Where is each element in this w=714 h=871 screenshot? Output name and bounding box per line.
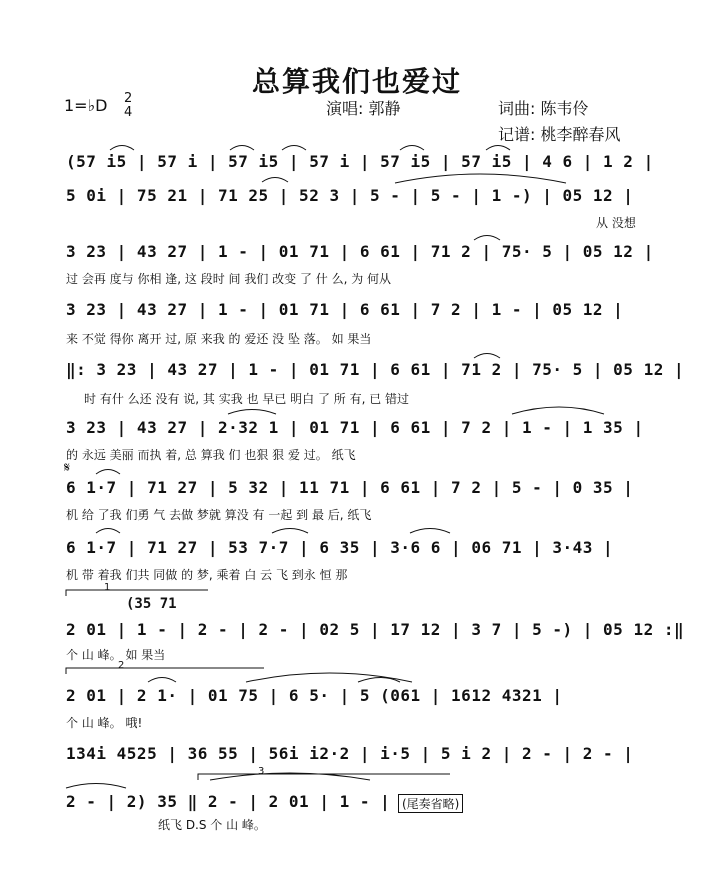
score-line-8: 6 1·7 | 71 27 | 53 7·7 | 6 35 | 3·6 6 | 06 71 | 3·43 | [66, 538, 614, 557]
lyrics-line-5: 时 有什 么还 没有 说, 其 实我 也 早已 明白 了 所 有, 已 错过 [84, 392, 410, 406]
score-line-2: 5 0i | 75 21 | 71 25 | 52 3 | 5 - | 5 - | 1 -) | 05 12 | [66, 186, 634, 205]
score-line-7: 6 1·7 | 71 27 | 5 32 | 11 71 | 6 61 | 7 2 | 5 - | 0 35 | [66, 478, 634, 497]
lyrics-line-10: 个 山 峰。 哦! [66, 716, 143, 730]
score-line-4: 3 23 | 43 27 | 1 - | 01 71 | 6 61 | 7 2 | 1 - | 05 12 | [66, 300, 624, 319]
lyrics-line-9: 个 山 峰。 如 果当 [66, 648, 166, 662]
score-line-6: 3 23 | 43 27 | 2·32 1 | 01 71 | 6 61 | 7 2 | 1 - | 1 35 | [66, 418, 644, 437]
score-line-1: (57 i5 | 57 i | 57 i5 | 57 i | 57 i5 | 57 i5 | 4 6 | 1 2 | [66, 152, 654, 171]
lyrics-line-6: 的 永远 美丽 而执 着, 总 算我 们 也狠 狠 爱 过。 纸飞 [66, 448, 356, 462]
notation-credit: 记谱: 桃李醉春风 [498, 125, 621, 144]
score-line-11: 134i 4525 | 36 55 | 56i i2·2 | i·5 | 5 i 2 | 2 - | 2 - | [66, 744, 634, 763]
score-line-3: 3 23 | 43 27 | 1 - | 01 71 | 6 61 | 71 2 | 75· 5 | 05 12 | [66, 242, 654, 261]
score-line-9: 2 01 | 1 - | 2 - | 2 - | 02 5 | 17 12 | 3 7 | 5 -) | 05 12 :‖ [66, 620, 685, 639]
lyrics-line-2: 从 没想 [596, 216, 636, 230]
segno-sign: 𝄋 [64, 460, 71, 476]
score-line-12: 2 - | 2) 35 ‖ 2 - | 2 01 | 1 - | [66, 792, 391, 811]
score-line-5: ‖: 3 23 | 43 27 | 1 - | 01 71 | 6 61 | 71 2 | 75· 5 | 05 12 | [66, 360, 685, 379]
volta-2-label: 2 [118, 660, 125, 671]
time-signature-top: 2 [124, 91, 133, 106]
song-title: 总算我们也爱过 [251, 65, 462, 98]
lyrics-line-12: 纸飞 D.S 个 山 峰。 [158, 818, 266, 832]
lyrics-line-3: 过 会再 度与 你相 逢, 这 段时 间 我们 改变 了 什 么, 为 何从 [66, 272, 392, 286]
volta-1-label: 1 [104, 582, 111, 593]
lyrics-line-8: 机 带 着我 们共 同做 的 梦, 乘着 白 云 飞 到永 恒 那 [66, 568, 348, 582]
lyrics-line-4: 来 不觉 得你 离开 过, 原 来我 的 爱还 没 坠 落。 如 果当 [66, 332, 372, 346]
key-signature: 1=♭D [64, 96, 108, 115]
score-line-10: 2 01 | 2 1· | 01 75 | 6 5· | 5 (061 | 1612 4321 | [66, 686, 563, 705]
lyrics-line-7: 机 给 了我 们勇 气 去做 梦就 算没 有 一起 到 最 后, 纸飞 [66, 508, 372, 522]
time-signature [124, 92, 132, 120]
composer-credit: 词曲: 陈韦伶 [498, 99, 589, 118]
time-signature-bottom: 4 [124, 105, 133, 120]
outro-omitted-note: (尾奏省略) [398, 794, 463, 813]
volta-3-label: 3 [258, 766, 265, 777]
volta-1-intro: (35 71 [126, 596, 177, 612]
singer-credit: 演唱: 郭静 [326, 99, 401, 118]
